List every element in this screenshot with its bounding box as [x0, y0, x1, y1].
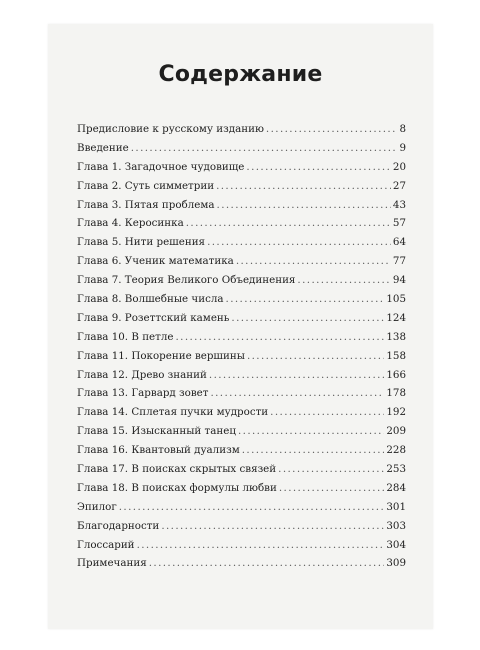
dot-leader: [209, 369, 384, 381]
toc-entry-page-number: 228: [386, 444, 406, 457]
toc-entry-page-number: 94: [392, 274, 406, 287]
table-of-contents: [77, 123, 406, 576]
dot-leader: [231, 312, 384, 324]
toc-entry: [77, 369, 406, 388]
toc-entry-page-number: 77: [392, 255, 406, 268]
toc-entry: [77, 444, 406, 463]
toc-entry: [77, 255, 406, 274]
toc-entry-label: Глава 16. Квантовый дуализм: [77, 444, 240, 457]
toc-entry-label: Глава 12. Древо знаний: [77, 368, 207, 381]
toc-entry-label: Глава 9. Розеттский камень: [77, 311, 230, 324]
toc-entry: [77, 142, 406, 161]
toc-entry-label: Глава 15. Изысканный танец: [77, 425, 236, 438]
toc-entry-label: Глава 5. Нити решения: [77, 236, 206, 249]
dot-leader: [119, 501, 385, 513]
toc-entry: [77, 463, 406, 482]
toc-entry: [77, 482, 406, 501]
show-through-text: [48, 40, 433, 51]
toc-entry: [77, 520, 406, 539]
toc-entry-label: Благодарности: [77, 519, 160, 532]
toc-entry: [77, 501, 406, 520]
toc-entry-label: Глава 14. Сплетая пучки мудрости: [77, 406, 269, 419]
toc-entry-label: Глава 2. Суть симметрии: [77, 179, 215, 192]
toc-entry-page-number: 124: [386, 311, 406, 324]
toc-entry-label: Глава 4. Керосинка: [77, 217, 184, 230]
dot-leader: [131, 142, 398, 154]
toc-entry-page-number: 284: [386, 481, 406, 494]
dot-leader: [297, 274, 390, 286]
dot-leader: [247, 350, 384, 362]
dot-leader: [161, 520, 384, 532]
toc-entry: [77, 406, 406, 425]
book-page: [48, 24, 433, 629]
toc-entry-page-number: 192: [386, 406, 406, 419]
toc-entry: [77, 387, 406, 406]
toc-entry-page-number: 166: [386, 368, 406, 381]
toc-entry-label: Примечания: [77, 557, 147, 570]
toc-entry-page-number: 158: [386, 349, 406, 362]
dot-leader: [279, 482, 385, 494]
dot-leader: [266, 123, 398, 135]
toc-entry-page-number: 8: [399, 123, 406, 135]
toc-entry-label: Глава 17. В поисках скрытых связей: [77, 463, 277, 476]
toc-entry-page-number: 43: [392, 198, 406, 211]
dot-leader: [186, 217, 391, 229]
toc-entry: [77, 350, 406, 369]
dot-leader: [216, 180, 391, 192]
toc-entry-label: Глоссарий: [77, 538, 135, 551]
toc-entry-label: Глава 11. Покорение вершины: [77, 349, 245, 362]
dot-leader: [210, 387, 384, 399]
toc-entry-label: Глава 1. Загадочное чудовище: [77, 160, 245, 173]
toc-entry-label: Эпилог: [77, 500, 117, 513]
dot-leader: [217, 199, 391, 211]
dot-leader: [246, 161, 390, 173]
toc-entry-page-number: 9: [399, 141, 406, 154]
toc-entry: [77, 236, 406, 255]
toc-entry-page-number: 303: [386, 519, 406, 532]
dot-leader: [236, 255, 391, 267]
toc-entry: [77, 331, 406, 350]
toc-entry-page-number: 304: [386, 538, 406, 551]
dot-leader: [207, 236, 391, 248]
toc-entry-label: Введение: [77, 141, 129, 154]
toc-entry-page-number: 253: [386, 463, 406, 476]
dot-leader: [149, 557, 385, 569]
toc-entry-page-number: 105: [386, 293, 406, 306]
dot-leader: [175, 331, 384, 343]
toc-entry: [77, 557, 406, 576]
toc-entry: [77, 274, 406, 293]
dot-leader: [226, 293, 385, 305]
page-title: Содержание: [158, 62, 323, 87]
toc-entry-page-number: 57: [392, 217, 406, 230]
toc-entry: [77, 199, 406, 218]
toc-entry-page-number: 309: [386, 557, 406, 570]
toc-entry-page-number: 138: [386, 330, 406, 343]
toc-entry-label: Глава 6. Ученик математика: [77, 255, 234, 268]
toc-entry: [77, 425, 406, 444]
toc-entry-page-number: 301: [386, 500, 406, 513]
toc-entry: [77, 539, 406, 558]
toc-entry-label: Глава 18. В поисках формулы любви: [77, 481, 277, 494]
toc-entry: [77, 217, 406, 236]
dot-leader: [137, 539, 385, 551]
toc-entry-label: Глава 10. В петле: [77, 330, 174, 343]
toc-entry-page-number: 64: [392, 236, 406, 249]
toc-entry-label: Предисловие к русскому изданию: [77, 123, 264, 135]
toc-entry: [77, 161, 406, 180]
toc-entry-page-number: 27: [392, 179, 406, 192]
dot-leader: [242, 444, 385, 456]
toc-entry: [77, 123, 406, 142]
dot-leader: [270, 406, 384, 418]
toc-entry-page-number: 178: [386, 387, 406, 400]
toc-entry-page-number: 20: [392, 160, 406, 173]
toc-entry: [77, 180, 406, 199]
toc-entry-label: Глава 8. Волшебные числа: [77, 293, 224, 306]
toc-entry-label: Глава 13. Гарвард зовет: [77, 387, 209, 400]
toc-entry-page-number: 209: [386, 425, 406, 438]
toc-entry-label: Глава 3. Пятая проблема: [77, 198, 215, 211]
toc-entry-label: Глава 7. Теория Великого Объединения: [77, 274, 296, 287]
dot-leader: [278, 463, 384, 475]
dot-leader: [238, 425, 384, 437]
toc-entry: [77, 293, 406, 312]
toc-entry: [77, 312, 406, 331]
